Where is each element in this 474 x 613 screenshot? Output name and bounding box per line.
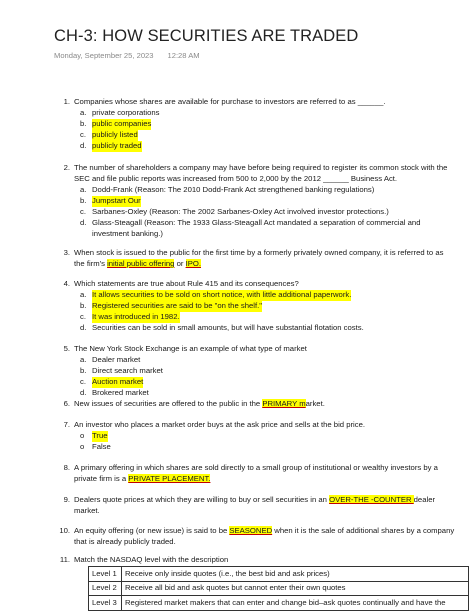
answer-highlighted: IPO. <box>185 259 201 268</box>
option-text-highlighted: Registered securities are said to be "on the shelf." <box>92 301 262 310</box>
option-letter: c. <box>80 377 86 386</box>
option-text: Direct search market <box>92 366 163 375</box>
option-text-highlighted: publicly traded <box>92 141 142 150</box>
option-letter: b. <box>80 119 87 128</box>
option-letter: b. <box>80 301 87 310</box>
option-text: Securities can be sold in small amounts, but will have substantial flotation costs. <box>92 323 364 332</box>
question-number: 3. <box>63 248 70 257</box>
option-text-highlighted: publicly listed <box>92 130 138 139</box>
table-cell-description: Registered market makers that can enter and change bid–ask quotes continually and have the <box>122 596 469 611</box>
answer-highlighted: PRIVATE PLACEMENT. <box>128 474 211 483</box>
option-text: Sarbanes-Oxley (Reason: The 2002 Sarbanes-Oxley Act involved investor protections.) <box>92 207 389 216</box>
option-letter: a. <box>80 185 87 194</box>
option-letter: d. <box>80 218 87 227</box>
option-text-highlighted: public companies <box>92 119 152 128</box>
answer-highlighted: initial public offering <box>107 259 175 268</box>
text-run: New issues of securities are offered to the public in the <box>74 399 263 408</box>
question-text-line2: that is already publicly traded. <box>74 537 176 546</box>
option-bullet: o <box>80 431 85 440</box>
text-run: or <box>174 259 186 268</box>
option-text-highlighted: It was introduced in 1982. <box>92 312 180 321</box>
option-text: Glass-Steagall (Reason: The 1933 Glass-Steagall Act mandated a separation of commercial and <box>92 218 421 227</box>
question-text-line2 <box>74 474 469 485</box>
table-row <box>89 596 469 611</box>
option-letter: a. <box>80 290 87 299</box>
answer-highlighted: PRIMARY m <box>262 399 306 408</box>
question-number: 4. <box>63 279 70 288</box>
page-time: 12:28 AM <box>167 51 200 60</box>
option-text: investment banking.) <box>92 229 163 238</box>
question-text: An investor who places a market order buys at the ask price and sells at the bid price. <box>74 420 365 429</box>
page-date: Monday, September 25, 2023 <box>54 51 154 60</box>
table-cell-description: Receive all bid and ask quotes but cannot enter their own quotes <box>122 581 469 596</box>
text-run: An equity offering (or new issue) is said to be <box>74 526 230 535</box>
table-row <box>89 581 469 596</box>
option-text-highlighted: Jumpstart Our <box>92 196 141 205</box>
table-cell-description: Receive only inside quotes (i.e., the best bid and ask prices) <box>122 567 469 582</box>
option-text: private corporations <box>92 108 160 117</box>
question-text-line2 <box>74 259 469 270</box>
question-text-line1: The number of shareholders a company may have before being required to register its common stock with the <box>74 163 448 172</box>
question-number: 8. <box>63 463 70 472</box>
question-text: The New York Stock Exchange is an example of what type of market <box>74 344 307 353</box>
question-text-line1 <box>74 526 469 537</box>
option-letter: c. <box>80 207 86 216</box>
table-cell-level: Level 2 <box>89 581 122 596</box>
question-text: Match the NASDAQ level with the description <box>74 555 229 564</box>
text-run: dealer <box>413 495 436 504</box>
question-text-line2: market. <box>74 506 100 515</box>
option-text: Brokered market <box>92 388 149 397</box>
question-number: 2. <box>63 163 70 172</box>
text-run: private firm is a <box>74 474 129 483</box>
text-run: when it is the sale of additional shares by a company <box>272 526 455 535</box>
question-text: Companies whose shares are available for purchase to investors are referred to as ______. <box>74 97 386 106</box>
option-letter: d. <box>80 141 87 150</box>
nasdaq-level-table <box>88 566 469 611</box>
option-letter: c. <box>80 312 86 321</box>
option-letter: d. <box>80 388 87 397</box>
text-run: arket. <box>305 399 325 408</box>
option-text-highlighted: Auction market <box>92 377 144 386</box>
question-number: 1. <box>63 97 70 106</box>
option-text-highlighted: True <box>92 431 108 440</box>
question-number: 9. <box>63 495 70 504</box>
answer-highlighted: SEASONED <box>229 526 273 535</box>
question-number: 7. <box>63 420 70 429</box>
table-cell-level: Level 1 <box>89 567 122 582</box>
table-cell-level: Level 3 <box>89 596 122 611</box>
question-text <box>74 399 469 410</box>
option-letter: d. <box>80 323 87 332</box>
question-text-line1 <box>74 495 469 506</box>
answer-highlighted: OVER-THE -COUNTER <box>329 495 414 504</box>
page-title: CH-3: HOW SECURITIES ARE TRADED <box>54 27 359 45</box>
question-text-line1: A primary offering in which shares are sold directly to a small group of institutional or wealthy investors by a <box>74 463 438 472</box>
option-letter: a. <box>80 108 87 117</box>
option-letter: b. <box>80 366 87 375</box>
text-run: Dealers quote prices at which they are willing to buy or sell securities in an <box>74 495 330 504</box>
option-text: Dodd-Frank (Reason: The 2010 Dodd-Frank Act strengthened banking regulations) <box>92 185 375 194</box>
option-letter: b. <box>80 196 87 205</box>
option-bullet: o <box>80 442 85 451</box>
text-run: the firm's <box>74 259 108 268</box>
page-meta <box>54 51 200 60</box>
question-number: 5. <box>63 344 70 353</box>
option-text: Dealer market <box>92 355 141 364</box>
table-row <box>89 567 469 582</box>
option-text-highlighted: It allows securities to be sold on short notice, with little additional paperwork. <box>92 290 352 299</box>
question-text-line1: When stock is issued to the public for the first time by a formerly privately owned company, it is referred to as <box>74 248 444 257</box>
question-number: 10. <box>59 526 70 535</box>
question-number: 6. <box>63 399 70 408</box>
option-text: False <box>92 442 111 451</box>
question-number: 11. <box>59 555 70 564</box>
question-text: Which statements are true about Rule 415 and its consequences? <box>74 279 299 288</box>
option-letter: a. <box>80 355 87 364</box>
option-letter: c. <box>80 130 86 139</box>
question-text-line2: SEC and file public reports was increased from 500 to 2,000 by the 2012 ______ Business Act. <box>74 174 398 183</box>
